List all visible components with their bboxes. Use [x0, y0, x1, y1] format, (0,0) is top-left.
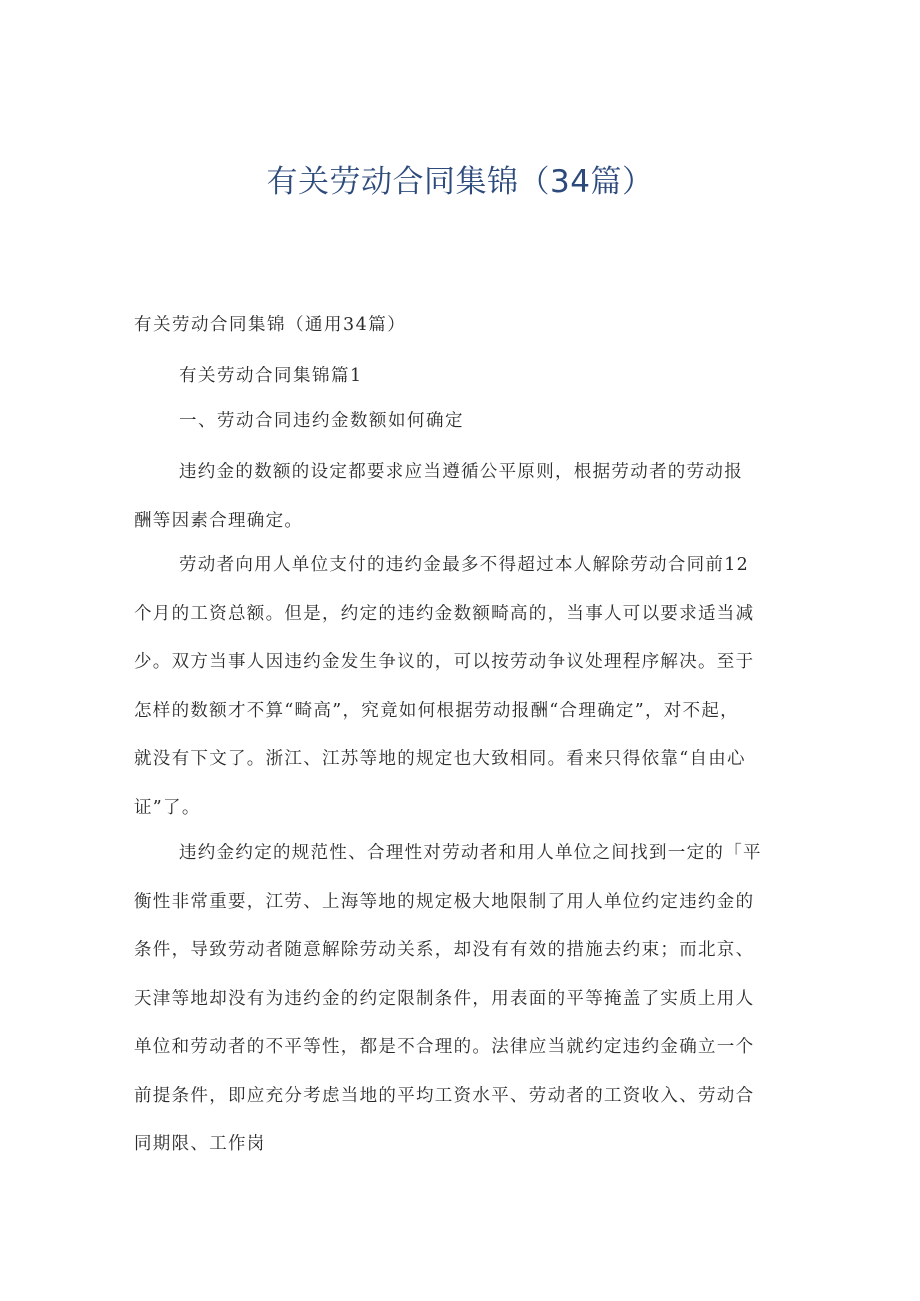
paragraph-line: 前提条件，即应充分考虑当地的平均工资水平、劳动者的工资收入、劳动合: [134, 1085, 755, 1106]
paragraph-3: [134, 829, 794, 1169]
part-heading: 有关劳动合同集锦篇1: [179, 366, 363, 386]
paragraph-line: 就没有下文了。浙江、江苏等地的规定也大致相同。看来只得依靠“自由心: [134, 749, 746, 769]
paragraph-line: 违约金约定的规范性、合理性对劳动者和用人单位之间找到一定的「平: [179, 843, 762, 863]
paragraph-line: 条件，导致劳动者随意解除劳动关系，却没有有效的措施去约束；而北京、: [134, 940, 755, 960]
paragraph-line: 证”了。: [134, 797, 201, 818]
paragraph-line: 衡性非常重要，江劳、上海等地的规定极大地限制了用人单位约定违约金的: [134, 891, 755, 912]
paragraph-line: 怎样的数额才不算“畸高”，究竟如何根据劳动报酬“合理确定”，对不起，: [134, 700, 739, 721]
paragraph-line: 个月的工资总额。但是，约定的违约金数额畸高的，当事人可以要求适当减: [134, 603, 755, 624]
paragraph-line: 少。双方当事人因违约金发生争议的，可以按劳动争议处理程序解决。至于: [134, 652, 755, 672]
section-heading: 一、劳动合同违约金数额如何确定: [179, 411, 464, 431]
document-title: 有关劳动合同集锦（34篇）: [266, 164, 654, 200]
paragraph-2: [134, 541, 794, 832]
paragraph-line: 天津等地却没有为违约金的约定限制条件，用表面的平等掩盖了实质上用人: [134, 988, 755, 1009]
paragraph-line: 同期限、工作岗: [134, 1134, 266, 1154]
paragraph-line: 违约金的数额的设定都要求应当遵循公平原则，根据劳动者的劳动报: [179, 462, 743, 482]
paragraph-1: [134, 448, 794, 545]
paragraph-line: 劳动者向用人单位支付的违约金最多不得超过本人解除劳动合同前12: [179, 555, 750, 575]
paragraph-line: 单位和劳动者的不平等性，都是不合理的。法律应当就约定违约金确立一个: [134, 1037, 755, 1057]
paragraph-line: 酬等因素合理确定。: [134, 510, 304, 531]
document-subtitle: 有关劳动合同集锦（通用34篇）: [134, 315, 407, 335]
